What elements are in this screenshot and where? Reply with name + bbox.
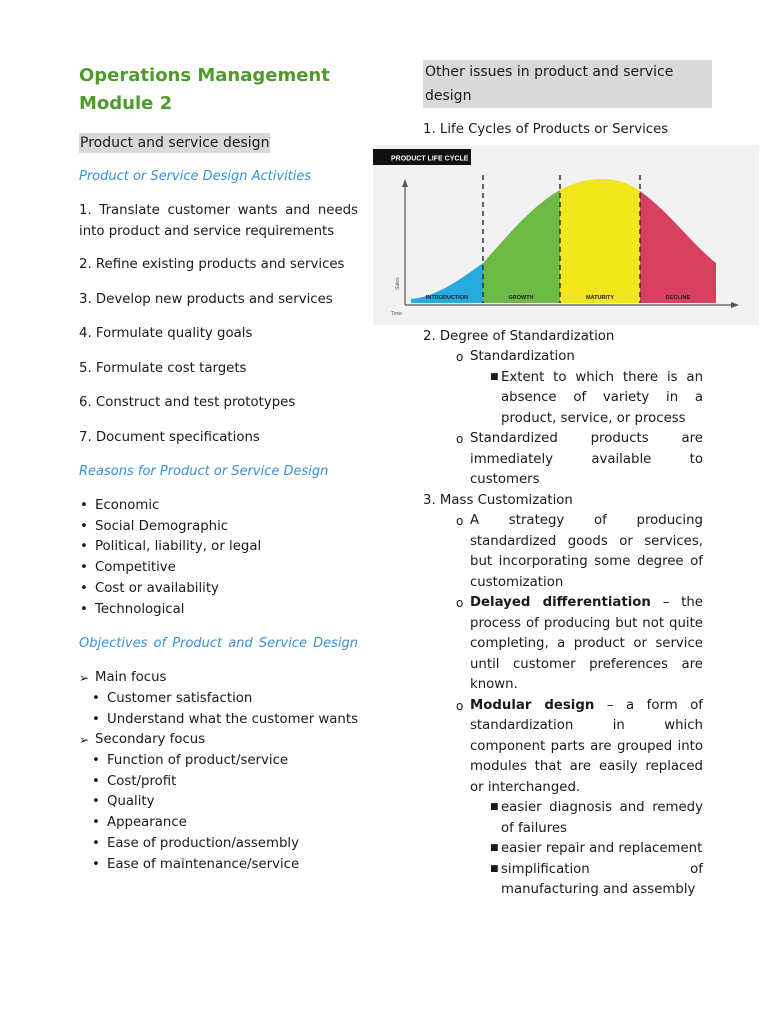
list-item: • Economic (79, 496, 358, 517)
list-item: • Function of product/service (91, 751, 358, 772)
standardized-products-subitem (456, 429, 703, 491)
list-item: easier diagnosis and remedy of failures (501, 800, 703, 836)
stage-label-decline: DECLINE (665, 294, 691, 301)
secondary-focus-label: ➢ Secondary focus (79, 730, 358, 751)
left-column (79, 62, 358, 875)
activity-item-1: 1. Translate customer wants and needs into product and service requirements (79, 203, 358, 239)
circle-bullet-icon: o (456, 432, 464, 446)
stage-label-introduction: INTRODUCTION (425, 294, 469, 301)
list-item: • Customer satisfaction (91, 689, 358, 710)
mass-customization-item: 3. Mass Customization (423, 492, 573, 508)
modular-benefit-3 (490, 860, 703, 901)
list-item: • Social Demographic (79, 517, 358, 538)
delayed-differentiation-term: Delayed differentiation (470, 595, 651, 610)
modular-design-text: – a form of standardization in which component parts are grouped into modules that are easily replaced or interchanged. (470, 697, 703, 795)
square-bullet-icon: ■ (490, 843, 499, 853)
list-item: • Cost/profit (91, 772, 358, 793)
product-life-cycle-figure (373, 145, 759, 325)
list-item: • Understand what the customer wants (91, 710, 358, 731)
stage-label-maturity: MATURITY (585, 294, 615, 301)
circle-bullet-icon: o (456, 596, 464, 610)
standardized-products-text: Standardized products are immediately available to customers (470, 431, 703, 487)
list-item: • Technological (79, 600, 358, 621)
list-item: • Appearance (91, 813, 358, 834)
other-issues-heading: Other issues in product and service design (423, 60, 712, 108)
figure-title: PRODUCT LIFE CYCLE (391, 155, 469, 162)
list-item: • Ease of maintenance/service (91, 855, 358, 876)
delayed-differentiation-subitem (456, 593, 703, 696)
circle-bullet-icon: o (456, 698, 464, 713)
reasons-heading: Reasons for Product or Service Design (79, 464, 329, 479)
list-item: • Cost or availability (79, 579, 358, 600)
objectives-heading-line: Objectives of Product and Service Design (79, 636, 358, 652)
modular-benefit-1 (490, 798, 703, 839)
modular-design-subitem (456, 696, 703, 799)
main-focus-label: ➢ Main focus (79, 668, 358, 689)
activity-item-6: 6. Construct and test prototypes (79, 395, 296, 410)
list-item: • Political, liability, or legal (79, 537, 358, 558)
mass-customization-definition (456, 511, 703, 593)
list-item: easier repair and replacement (501, 841, 703, 856)
standardization-definition (490, 368, 703, 430)
mass-customization-text: A strategy of producing standardized goods or services, but incorporating some degree of customization (470, 513, 703, 590)
modular-benefit-2 (490, 839, 703, 860)
delayed-differentiation-text: – the process of producing but not quite completing, a product or service until customer preferences are known. (470, 595, 703, 692)
activities-heading: Product or Service Design Activities (79, 169, 312, 184)
section-heading: Product and service design (80, 135, 270, 151)
activity-item-7: 7. Document specifications (79, 429, 260, 445)
standardization-definition-text: Extent to which there is an absence of variety in a product, service, or process (501, 369, 703, 426)
circle-bullet-icon: o (456, 350, 464, 364)
standardization-item: 2. Degree of Standardization (423, 328, 615, 344)
list-item: • Ease of production/assembly (91, 834, 358, 855)
square-bullet-icon: ■ (490, 802, 499, 812)
standardization-label: Standardization (470, 349, 575, 364)
reasons-list (79, 496, 358, 620)
circle-bullet-icon: o (456, 514, 464, 528)
objectives-heading (79, 634, 358, 654)
activity-item-2: 2. Refine existing products and services (79, 257, 345, 272)
document-title: Operations Management Module 2 (79, 65, 330, 114)
life-cycle-item: 1. Life Cycles of Products or Services (423, 122, 669, 137)
maturity-area (560, 178, 640, 302)
list-item: • Competitive (79, 558, 358, 579)
y-axis-label: Sales (395, 276, 401, 290)
list-item: • Quality (91, 792, 358, 813)
square-bullet-icon: ■ (490, 371, 499, 382)
secondary-focus-list (91, 751, 358, 875)
standardization-subitem (456, 347, 703, 368)
activity-item-3: 3. Develop new products and services (79, 291, 333, 307)
modular-design-term: Modular design (470, 697, 595, 713)
x-axis-label: Time (391, 310, 402, 317)
right-column (373, 60, 759, 901)
square-bullet-icon: ■ (490, 863, 499, 874)
activity-item-4: 4. Formulate quality goals (79, 326, 253, 341)
list-item: simplification of manufacturing and assembly (501, 861, 703, 897)
main-focus-list (91, 689, 358, 730)
activity-item-5: 5. Formulate cost targets (79, 360, 247, 376)
stage-label-growth: GROWTH (508, 294, 534, 301)
